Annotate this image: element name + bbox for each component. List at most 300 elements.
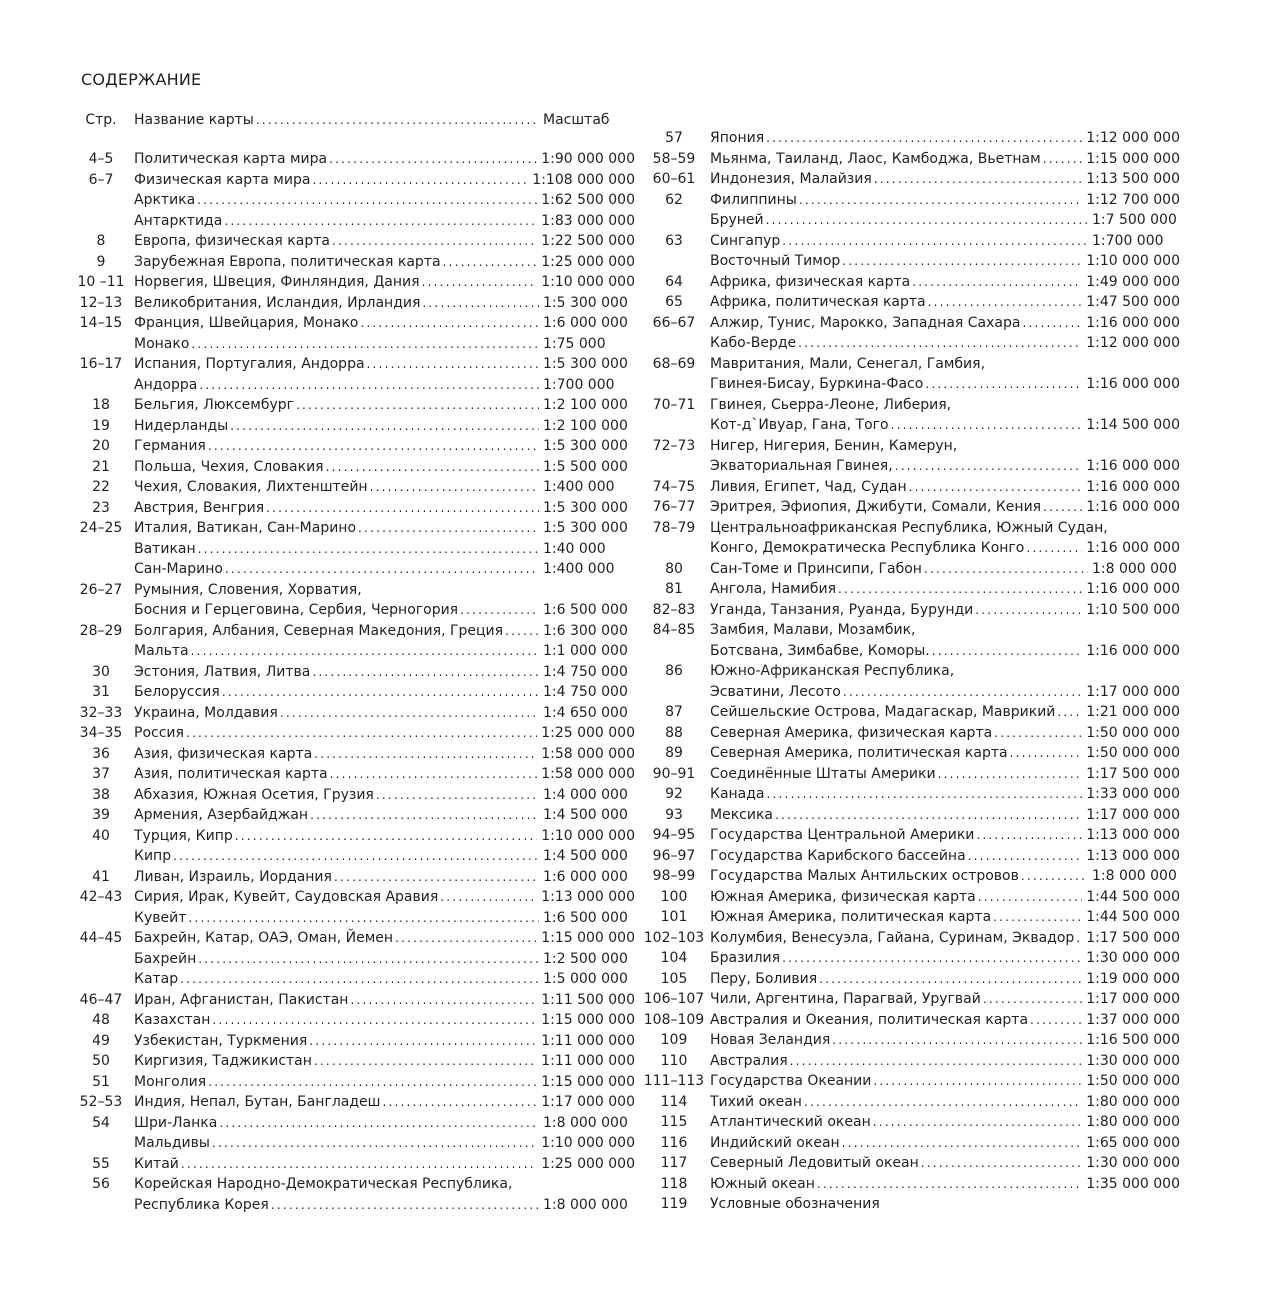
toc-page-number: 34–35: [79, 725, 123, 741]
toc-map-name: Кабо-Верде: [710, 335, 797, 351]
dot-leader: [309, 1031, 537, 1052]
toc-entry[interactable]: [640, 1092, 1180, 1113]
toc-page-number: 70–71: [652, 396, 696, 413]
dot-leader: [312, 662, 539, 683]
toc-scale: 1:8 000 000: [1092, 868, 1177, 884]
toc-entry[interactable]: [640, 1030, 1180, 1051]
toc-entry[interactable]: [75, 518, 635, 539]
toc-page-number: 110: [660, 1052, 688, 1069]
toc-scale: 1:37 000 000: [1086, 1011, 1180, 1028]
toc-entry[interactable]: [640, 969, 1180, 990]
toc-map-name: Сейшельские Острова, Мадагаскар, Маврикий: [710, 704, 1056, 720]
toc-entry[interactable]: [75, 1051, 635, 1072]
toc-entry[interactable]: [640, 1051, 1180, 1072]
dot-leader: [208, 436, 539, 457]
toc-scale: 1:16 000 000: [1086, 581, 1180, 597]
toc-entry[interactable]: [640, 1010, 1180, 1031]
toc-entry[interactable]: [75, 498, 635, 519]
toc-scale: 1:40 000: [543, 540, 606, 557]
toc-page-number: 58–59: [652, 150, 696, 167]
toc-entry[interactable]: [75, 846, 635, 867]
toc-page-number: 64: [665, 273, 683, 290]
dot-leader: [370, 477, 539, 498]
toc-page-number: 93: [665, 806, 683, 823]
toc-scale: 1:62 500 000: [541, 192, 635, 208]
toc-map-name: Политическая карта мира: [134, 151, 328, 167]
toc-scale: 1:50 000 000: [1086, 1073, 1180, 1089]
dot-leader: [819, 969, 1082, 990]
toc-map-name: Шри-Ланка: [134, 1114, 218, 1131]
toc-scale: 1:16 000 000: [1086, 499, 1180, 515]
toc-map-name: Эсватини, Лесото: [710, 683, 841, 700]
toc-scale: 1:44 500 000: [1086, 909, 1180, 925]
dot-leader: [235, 826, 537, 847]
toc-page-number: 46–47: [79, 991, 123, 1008]
toc-entry[interactable]: [75, 375, 635, 396]
dot-leader: [186, 723, 537, 744]
toc-scale: 1:5 500 000: [543, 458, 628, 475]
toc-entry[interactable]: [75, 1174, 635, 1195]
toc-map-name: Республика Корея: [134, 1196, 269, 1213]
toc-map-name: Болгария, Албания, Северная Македония, Греция: [134, 622, 504, 639]
toc-entry[interactable]: [75, 662, 635, 683]
toc-map-name: Иран, Афганистан, Пакистан: [134, 991, 349, 1008]
dot-leader: [928, 292, 1083, 313]
toc-entry[interactable]: [640, 682, 1180, 703]
toc-scale: 1:17 000 000: [1086, 806, 1180, 823]
toc-scale: 1:33 000 000: [1086, 786, 1180, 802]
toc-entry[interactable]: [75, 785, 635, 806]
toc-entry[interactable]: [640, 784, 1180, 805]
dot-leader: [199, 375, 539, 396]
toc-scale: 1:4 750 000: [543, 684, 628, 700]
dot-leader: [422, 293, 539, 314]
dot-leader: [790, 1051, 1083, 1072]
toc-entry[interactable]: [640, 190, 1180, 211]
toc-entry[interactable]: [75, 928, 635, 949]
toc-map-name: Атлантический океан: [710, 1114, 871, 1130]
toc-scale: 1:65 000 000: [1086, 1134, 1180, 1151]
toc-entry[interactable]: [640, 210, 1180, 231]
dot-leader: [891, 415, 1083, 436]
toc-scale: 1:8 000 000: [543, 1114, 628, 1131]
toc-map-name: Австралия и Океания, политическая карта: [710, 1011, 1029, 1028]
toc-map-name: Бруней: [710, 212, 764, 228]
toc-entry[interactable]: [75, 190, 635, 211]
toc-map-name: Мексика: [710, 806, 773, 823]
toc-entry[interactable]: [640, 661, 1180, 682]
toc-scale: 1:22 500 000: [541, 233, 635, 249]
toc-entry[interactable]: [640, 600, 1180, 621]
toc-entry[interactable]: [75, 621, 635, 642]
toc-entry[interactable]: [75, 969, 635, 990]
toc-entry[interactable]: [75, 1010, 635, 1031]
toc-map-name: Северная Америка, физическая карта: [710, 724, 993, 741]
toc-page-number: 4–5: [88, 151, 114, 167]
dot-leader: [198, 949, 539, 970]
toc-map-name: Германия: [134, 438, 206, 454]
toc-page-number: 65: [665, 294, 683, 310]
toc-scale: 1:12 000 000: [1086, 335, 1180, 351]
toc-map-name: Испания, Португалия, Андорра: [134, 356, 365, 372]
dot-leader: [440, 887, 537, 908]
dot-leader: [1010, 743, 1083, 764]
toc-map-name: Гвинея-Бисау, Буркина-Фасо: [710, 376, 924, 392]
toc-map-name: Южная Америка, политическая карта: [710, 909, 992, 925]
toc-map-name: Великобритания, Исландия, Ирландия: [134, 294, 421, 311]
toc-page-number: 104: [660, 950, 688, 966]
toc-scale: 1:11 000 000: [541, 1053, 635, 1069]
toc-entry[interactable]: [75, 826, 635, 847]
toc-scale: 1:12 000 000: [1086, 130, 1180, 146]
toc-entry[interactable]: [640, 169, 1180, 190]
toc-map-name: Арктика: [134, 192, 196, 208]
dot-leader: [895, 456, 1083, 477]
toc-entry[interactable]: [75, 908, 635, 929]
toc-entry[interactable]: [640, 805, 1180, 826]
dot-leader: [798, 333, 1082, 354]
toc-entry[interactable]: [75, 1031, 635, 1052]
toc-entry[interactable]: [640, 333, 1180, 354]
toc-entry[interactable]: [640, 1071, 1180, 1092]
toc-map-name: Новая Зеландия: [710, 1032, 831, 1048]
toc-page-number: 118: [660, 1175, 688, 1192]
dot-leader: [782, 948, 1082, 969]
toc-scale: 1:7 500 000: [1092, 212, 1177, 228]
dot-leader: [799, 190, 1082, 211]
toc-entry[interactable]: [640, 497, 1180, 518]
dot-leader: [1022, 313, 1082, 334]
toc-entry[interactable]: [75, 477, 635, 498]
toc-page-number: 109: [660, 1032, 688, 1048]
toc-scale: 1:16 000 000: [1086, 478, 1180, 495]
toc-page-number: 52–53: [79, 1094, 123, 1110]
toc-scale: 1:44 500 000: [1086, 888, 1180, 905]
toc-scale: 1:4 750 000: [543, 663, 628, 680]
toc-map-name: Алжир, Тунис, Марокко, Западная Сахара: [710, 314, 1021, 331]
toc-scale: 1:5 300 000: [543, 520, 628, 536]
toc-map-name: Индия, Непал, Бутан, Бангладеш: [134, 1094, 381, 1110]
toc-entry[interactable]: [75, 867, 635, 888]
dot-leader: [766, 128, 1082, 149]
toc-entry[interactable]: [640, 846, 1180, 867]
dot-leader: [924, 559, 1088, 580]
toc-entry[interactable]: [640, 518, 1180, 539]
dot-leader: [224, 211, 537, 232]
toc-map-name: Нидерланды: [134, 417, 229, 434]
toc-entry[interactable]: [640, 702, 1180, 723]
toc-map-name: Кот-д`Ивуар, Гана, Того: [710, 417, 889, 433]
toc-map-name: Сингапур: [710, 232, 781, 249]
toc-map-name: Франция, Швейцария, Монако: [134, 315, 359, 331]
toc-entry[interactable]: [75, 1154, 635, 1175]
toc-page-number: 100: [660, 888, 688, 905]
toc-entry[interactable]: [640, 723, 1180, 744]
dot-leader: [382, 1092, 537, 1113]
dot-leader: [1043, 149, 1083, 170]
toc-entry[interactable]: [75, 211, 635, 232]
dot-leader: [983, 989, 1082, 1010]
toc-scale: 1:35 000 000: [1086, 1175, 1180, 1192]
toc-entry[interactable]: [640, 1112, 1180, 1133]
toc-page-number: 81: [665, 581, 683, 597]
toc-page-number: 76–77: [652, 499, 696, 515]
toc-entry[interactable]: [75, 354, 635, 375]
toc-map-name: Сан-Томе и Принсипи, Габон: [710, 560, 922, 577]
toc-scale: 1:6 500 000: [543, 602, 628, 618]
toc-scale: 1:30 000 000: [1086, 1052, 1180, 1069]
toc-entry[interactable]: [640, 989, 1180, 1010]
toc-page-number: 36: [92, 745, 110, 762]
toc-map-name: Босния и Герцеговина, Сербия, Черногория: [134, 602, 459, 618]
toc-entry[interactable]: [640, 559, 1180, 580]
toc-entry[interactable]: [640, 1153, 1180, 1174]
dot-leader: [376, 785, 539, 806]
toc-scale: 1:13 500 000: [1086, 171, 1180, 187]
toc-scale: 1:6 300 000: [543, 622, 628, 639]
toc-page-number: 14–15: [79, 315, 123, 331]
toc-map-name: Конго, Демократическа Республика Конго: [710, 540, 1025, 556]
toc-map-name: Европа, физическая карта: [134, 233, 330, 249]
dot-leader: [314, 744, 537, 765]
toc-entry[interactable]: [75, 436, 635, 457]
dot-leader: [212, 1133, 537, 1154]
dot-leader: [775, 805, 1082, 826]
toc-scale: 1:25 000 000: [541, 1155, 635, 1172]
dot-leader: [912, 272, 1082, 293]
dot-leader: [767, 784, 1083, 805]
toc-page-number: 92: [665, 786, 683, 802]
toc-entry[interactable]: [75, 703, 635, 724]
toc-scale: 1:25 000 000: [541, 253, 635, 270]
toc-scale: 1:17 500 000: [1086, 765, 1180, 782]
dot-leader: [1026, 538, 1082, 559]
toc-entry[interactable]: [640, 866, 1180, 887]
toc-entry[interactable]: [640, 764, 1180, 785]
toc-entry[interactable]: [640, 641, 1180, 662]
toc-scale: 1:49 000 000: [1086, 273, 1180, 290]
toc-entry[interactable]: [640, 292, 1180, 313]
toc-map-name: Киргизия, Таджикистан: [134, 1053, 312, 1069]
toc-map-name: Перу, Боливия: [710, 970, 818, 987]
dot-leader: [360, 313, 539, 334]
toc-scale: 1:17 000 000: [1086, 683, 1180, 700]
toc-entry[interactable]: [75, 1072, 635, 1093]
toc-scale: 1:13 000 000: [1086, 847, 1180, 864]
toc-entry[interactable]: [640, 538, 1180, 559]
toc-entry[interactable]: [640, 1174, 1180, 1195]
toc-map-name: Россия: [134, 725, 184, 741]
toc-page-number: 51: [92, 1073, 110, 1090]
toc-entry[interactable]: [75, 416, 635, 437]
toc-map-name: Индонезия, Малайзия: [710, 171, 872, 187]
toc-entry[interactable]: [75, 170, 635, 191]
toc-entry[interactable]: [75, 149, 635, 170]
toc-scale: 1:10 000 000: [541, 827, 635, 844]
toc-scale: 1:80 000 000: [1086, 1093, 1180, 1110]
toc-entry[interactable]: [640, 477, 1180, 498]
dot-leader: [219, 1113, 539, 1134]
dot-leader: [443, 252, 538, 273]
toc-scale: 1:16 000 000: [1086, 376, 1180, 392]
toc-scale: 1:6 500 000: [543, 909, 628, 926]
toc-entry[interactable]: [640, 354, 1180, 375]
toc-scale: 1:17 000 000: [541, 1094, 635, 1110]
toc-map-name: Колумбия, Венесуэла, Гайана, Суринам, Эквадор: [710, 929, 1075, 946]
toc-scale: 1:83 000 000: [541, 212, 635, 229]
toc-page-number: 16–17: [79, 356, 123, 372]
toc-entry[interactable]: [640, 907, 1180, 928]
toc-scale: 1:5 300 000: [543, 356, 628, 372]
dot-leader: [314, 1051, 537, 1072]
dot-leader: [978, 887, 1082, 908]
toc-map-name: Япония: [710, 130, 765, 146]
toc-scale: 1:13 000 000: [541, 889, 635, 905]
dot-leader: [1021, 866, 1088, 887]
toc-page-number: 50: [92, 1053, 110, 1069]
dot-leader: [350, 990, 537, 1011]
dot-leader: [817, 1174, 1082, 1195]
toc-entry[interactable]: [75, 744, 635, 765]
toc-entry[interactable]: [75, 334, 635, 355]
toc-map-name: Абхазия, Южная Осетия, Грузия: [134, 786, 374, 803]
contents-column-left: [75, 110, 635, 1215]
toc-entry[interactable]: [75, 252, 635, 273]
toc-map-name: Бразилия: [710, 950, 781, 966]
toc-entry[interactable]: [75, 887, 635, 908]
contents-header: [75, 110, 635, 138]
toc-entry[interactable]: [640, 374, 1180, 395]
toc-entry[interactable]: [75, 313, 635, 334]
toc-entry[interactable]: [75, 805, 635, 826]
toc-entry[interactable]: [640, 579, 1180, 600]
toc-entry[interactable]: [640, 251, 1180, 272]
toc-scale: 1:15 000 000: [541, 1073, 635, 1090]
dot-leader: [310, 805, 539, 826]
toc-entry[interactable]: [75, 1133, 635, 1154]
toc-entry[interactable]: [75, 559, 635, 580]
toc-entry[interactable]: [75, 395, 635, 416]
toc-map-name: Сирия, Ирак, Кувейт, Саудовская Аравия: [134, 889, 439, 905]
dot-leader: [334, 867, 539, 888]
toc-page-number: 18: [92, 397, 110, 413]
toc-entry[interactable]: [640, 128, 1180, 149]
dot-leader: [1030, 1010, 1082, 1031]
toc-scale: 1:17 500 000: [1086, 929, 1180, 946]
toc-entry[interactable]: [640, 272, 1180, 293]
toc-page-number: 55: [92, 1155, 110, 1172]
toc-entry[interactable]: [75, 231, 635, 252]
header-scale: Масштаб: [543, 112, 610, 128]
toc-entry[interactable]: [75, 1092, 635, 1113]
toc-scale: 1:50 000 000: [1086, 745, 1180, 761]
toc-entry[interactable]: [640, 928, 1180, 949]
toc-page-number: 101: [660, 909, 688, 925]
toc-map-name: Украина, Молдавия: [134, 704, 278, 721]
dot-leader: [505, 621, 539, 642]
toc-scale: 1:30 000 000: [1086, 950, 1180, 966]
toc-entry[interactable]: [640, 313, 1180, 334]
toc-scale: 1:90 000 000: [541, 151, 635, 167]
toc-entry[interactable]: [75, 580, 635, 601]
dot-leader: [191, 641, 539, 662]
toc-page-number: 39: [92, 807, 110, 823]
toc-scale: 1:4 500 000: [543, 807, 628, 823]
toc-entry[interactable]: [75, 272, 635, 293]
toc-entry[interactable]: [75, 457, 635, 478]
toc-entry[interactable]: [640, 620, 1180, 641]
dot-leader: [395, 928, 537, 949]
toc-entry[interactable]: [640, 395, 1180, 416]
toc-scale: 1:16 000 000: [1086, 314, 1180, 331]
toc-scale: 1:16 000 000: [1086, 642, 1180, 659]
toc-page-number: 8: [96, 233, 106, 249]
toc-page-number: 19: [92, 417, 110, 434]
dot-leader: [329, 149, 537, 170]
toc-map-name: Антарктида: [134, 212, 223, 229]
toc-entry[interactable]: [640, 456, 1180, 477]
toc-page-number: 40: [92, 827, 110, 844]
toc-page-number: 30: [92, 663, 110, 680]
dot-leader: [1043, 497, 1082, 518]
toc-entry[interactable]: [640, 415, 1180, 436]
toc-page-number: 56: [92, 1176, 110, 1192]
dot-leader: [832, 1030, 1082, 1051]
toc-entry[interactable]: [640, 887, 1180, 908]
toc-entry[interactable]: [640, 825, 1180, 846]
toc-entry[interactable]: [75, 539, 635, 560]
toc-entry[interactable]: [75, 1113, 635, 1134]
toc-map-name: Филиппины: [710, 191, 797, 208]
toc-page-number: 87: [665, 704, 683, 720]
toc-entry[interactable]: [640, 231, 1180, 252]
dot-leader: [938, 764, 1083, 785]
toc-map-name: Ботсвана, Зимбабве, Коморы.: [710, 642, 930, 659]
toc-page-number: 10 –11: [77, 274, 125, 290]
toc-entry[interactable]: [75, 949, 635, 970]
toc-entry[interactable]: [75, 682, 635, 703]
toc-entry[interactable]: [75, 723, 635, 744]
toc-entry[interactable]: [75, 641, 635, 662]
toc-map-name: Ватикан: [134, 540, 196, 557]
toc-entry[interactable]: [640, 1133, 1180, 1154]
toc-entry[interactable]: [640, 1194, 1180, 1215]
toc-page-number: 24–25: [79, 520, 123, 536]
toc-map-name: Государства Центральной Америки: [710, 827, 975, 843]
toc-entry[interactable]: [640, 436, 1180, 457]
toc-page-number: 94–95: [652, 827, 696, 843]
toc-page-number: 102–103: [643, 929, 705, 946]
toc-scale: 1:10 000 000: [1086, 253, 1180, 269]
toc-entry[interactable]: [75, 764, 635, 785]
toc-page-number: 44–45: [79, 930, 123, 946]
toc-entry[interactable]: [75, 293, 635, 314]
toc-map-name: Уганда, Танзания, Руанда, Бурунди: [710, 601, 974, 618]
toc-scale: 1:15 000 000: [541, 930, 635, 946]
toc-entry[interactable]: [640, 948, 1180, 969]
toc-scale: 1:5 300 000: [543, 499, 628, 516]
toc-map-name: Южно-Африканская Республика,: [710, 663, 955, 679]
dot-leader: [312, 170, 528, 191]
toc-entry[interactable]: [640, 743, 1180, 764]
toc-entry[interactable]: [75, 990, 635, 1011]
toc-entry[interactable]: [75, 600, 635, 621]
toc-entry[interactable]: [640, 149, 1180, 170]
dot-leader: [909, 477, 1083, 498]
toc-map-name: Ливан, Израиль, Иордания: [134, 868, 332, 885]
toc-entry[interactable]: [75, 1195, 635, 1216]
toc-page-number: 106–107: [643, 991, 705, 1007]
